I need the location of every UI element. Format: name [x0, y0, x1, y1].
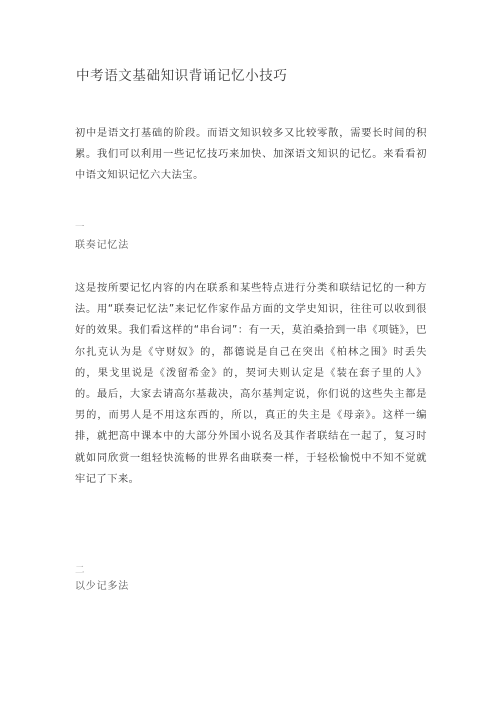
section-title: 联奏记忆法 — [75, 240, 129, 251]
document-title: 中考语文基础知识背诵记忆小技巧 — [76, 68, 288, 84]
section-title: 以少记多法 — [75, 581, 129, 592]
section-number: 一 — [75, 222, 85, 233]
intro-paragraph: 初中是语文打基础的阶段。而语文知识较多又比较零散，需要长时间的积累。我们可以利用一些记忆技巧来加快、加深语文知识的记忆。来看看初中语文知识记忆六大法宝。 — [75, 128, 427, 182]
section-paragraph: 这是按所要记忆内容的内在联系和某些特点进行分类和联结记忆的一种方法。用“联奏记忆法”来记忆作家作品方面的文学史知识，往往可以收到很好的效果。我们看这样的“串台词”：有一天，莫泊桑拾到一串《项链》，巴尔扎克认为是《守财奴》的，都德说是自己在突出《柏林之围》时丢失的，果戈里说是《泼留希金》的，契诃夫则认定是《装在套子里的人》的。最后，大家去请高尔基裁决，高尔基判定说，你们说的这些失主都是男的，而男人是不用这东西的，所以，真正的失主是《母亲》。这样一编排，就把高中课本中的大部分外国小说名及其作者联结在一起了，复习时就如同欣赏一组轻快流畅的世界名曲联奏一样，于轻松愉悦中不知不觉就牢记了下来。 — [75, 283, 427, 485]
section-number: 二 — [75, 565, 85, 576]
